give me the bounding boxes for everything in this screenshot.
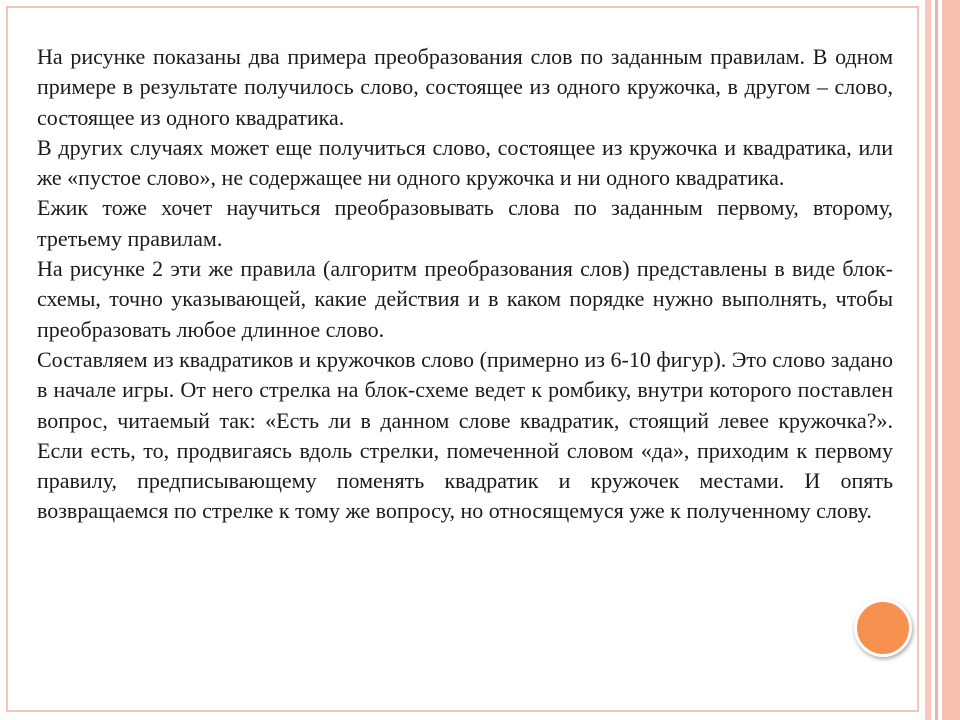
paragraph: Ежик тоже хочет научиться преобразовывать слова по заданным первому, второму, третьему правилам. [37,195,893,251]
decorative-circle [854,599,912,657]
decorative-stripe [925,0,931,720]
paragraph: В других случаях может еще получиться слово, состоящее из кружочка и квадратика, или же «пустое слово», не содержащее ни одного кружочка и ни одного квадратика. [37,134,893,191]
paragraph: На рисунке 2 эти же правила (алгоритм преобразования слов) представлены в виде блок-схемы, точно указывающей, какие действия и в каком порядке нужно выполнять, чтобы преобразовать любое длинное слово. [37,256,893,342]
paragraph: Составляем из квадратиков и кружочков слово (примерно из 6-10 фигур). Это слово задано в начале игры. От него стрелка на блок-схеме ведет к ромбику, внутри которого поставлен вопрос, читаемый так: «Есть ли в данном слове квадратик, стоящий левее кружочка?». Если есть, то, продвигаясь вдоль стрелки, помеченной словом «да», приходим к первому правилу, предписывающему поменять квадратик и кружочек местами. И опять возвращаемся по стрелке к тому же вопросу, но относящемуся уже к полученному слову. [37,346,893,524]
decorative-stripe [942,0,960,720]
slide-text-body [37,42,893,527]
decorative-stripe [935,0,938,720]
paragraph: На рисунке показаны два примера преобразования слов по заданным правилам. В одном примере в результате получилось слово, состоящее из одного кружочка, в другом – слово, состоящее из одного квадратика. [37,44,893,130]
